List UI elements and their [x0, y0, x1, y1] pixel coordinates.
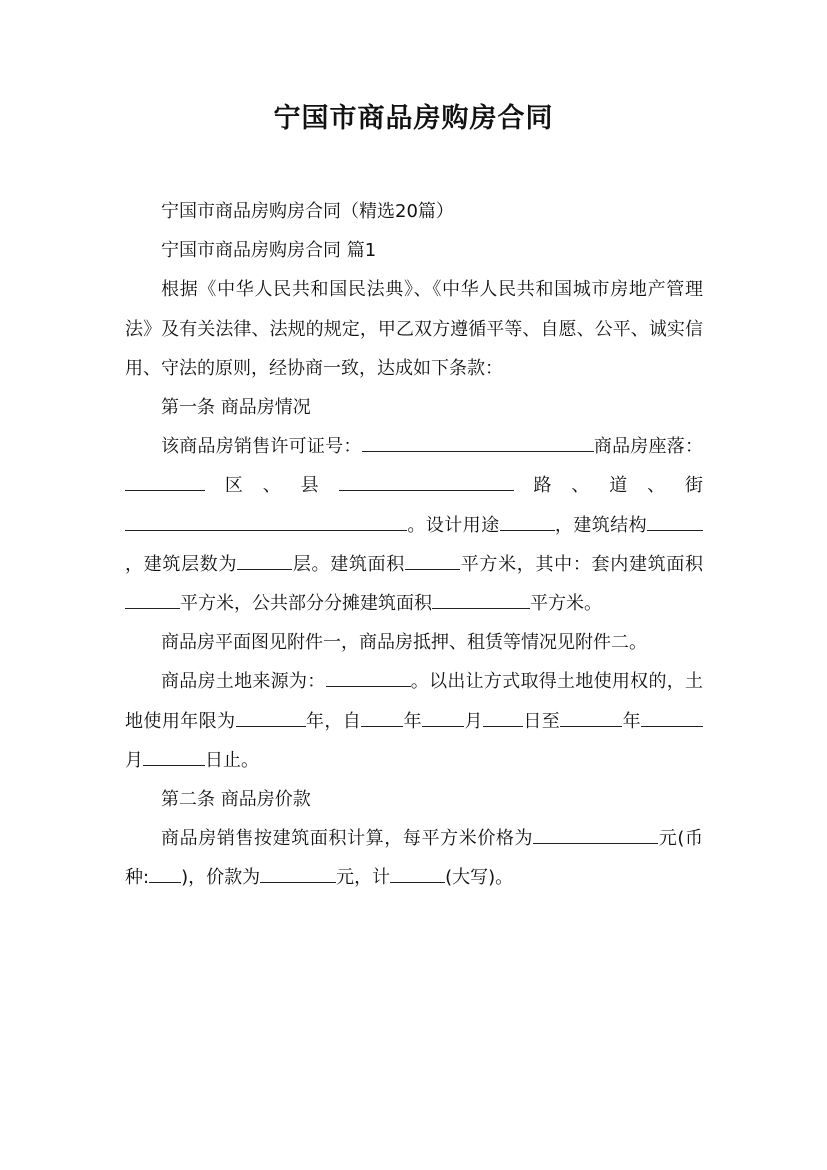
text-run: 年，自	[305, 710, 362, 732]
blank-field	[641, 707, 703, 727]
blank-field	[339, 472, 514, 492]
blank-field	[560, 707, 622, 727]
blank-field	[326, 668, 411, 688]
blank-field	[390, 864, 445, 884]
blank-field	[143, 746, 205, 766]
text-run: 该商品房销售许可证号：	[161, 436, 362, 458]
document-subtitle: 宁国市商品房购房合同（精选20篇）	[161, 201, 454, 222]
text-run: 路、道、街	[513, 475, 704, 497]
blank-field	[533, 824, 658, 844]
text-run: 年	[403, 710, 423, 732]
text-run: 日至	[522, 710, 561, 732]
text-run: (大写)。	[445, 867, 514, 889]
text-run: 年	[622, 710, 642, 732]
article-1-paragraph-3	[125, 662, 703, 780]
text-run: 平方米，公共部分分摊建筑面积	[180, 593, 432, 615]
text-run: 商品房土地来源为：	[161, 671, 326, 693]
blank-field	[260, 864, 336, 884]
text-run: )，价款为	[181, 867, 261, 889]
text-run: 月	[125, 749, 143, 771]
article-1-paragraph-1	[125, 427, 703, 623]
article-2-heading: 第二条 商品房价款	[161, 789, 311, 811]
text-run: 元(币种:	[125, 828, 704, 889]
blank-field	[237, 550, 292, 570]
blank-field	[422, 707, 464, 727]
text-run: 月	[464, 710, 483, 732]
blank-field	[236, 707, 306, 727]
article-2-paragraph-1	[125, 819, 703, 897]
blank-field	[405, 550, 460, 570]
blank-field	[361, 707, 403, 727]
article-1-paragraph-2: 商品房平面图见附件一，商品房抵押、租赁等情况见附件二。	[161, 632, 647, 654]
text-run: 平方米。	[530, 593, 602, 615]
text-run: 元，计	[336, 867, 391, 889]
blank-field	[647, 511, 703, 531]
blank-field	[362, 432, 594, 452]
text-run: 。设计用途	[407, 514, 500, 536]
blank-field	[500, 511, 555, 531]
blank-field	[432, 589, 530, 609]
blank-field	[149, 864, 181, 884]
article-1-heading: 第一条 商品房情况	[161, 397, 311, 419]
chapter-heading: 宁国市商品房购房合同 篇1	[161, 240, 377, 262]
text-run: ，建筑结构	[554, 514, 647, 536]
text-run: 层。建筑面积	[292, 553, 406, 575]
blank-field	[483, 707, 523, 727]
text-run: 商品房销售按建筑面积计算，每平方米价格为	[161, 828, 534, 850]
document-title: 宁国市商品房购房合同	[273, 103, 554, 134]
blank-field	[125, 472, 205, 492]
text-run: 日止。	[205, 749, 259, 771]
text-run: 。以出让方式取得土地使用权的，土地使用年限为	[125, 671, 704, 732]
text-run: ，建筑层数为	[125, 553, 238, 575]
blank-field	[125, 511, 407, 531]
text-run: 平方米，其中：套内建筑面积	[460, 553, 704, 575]
blank-field	[125, 589, 180, 609]
document-body	[125, 192, 703, 898]
intro-paragraph: 根据《中华人民共和国民法典》、《中华人民共和国城市房地产管理法》及有关法律、法规的规定，甲乙双方遵循平等、自愿、公平、诚实信用、守法的原则，经协商一致，达成如下条款：	[125, 279, 703, 379]
text-run: 商品房座落：	[593, 436, 704, 458]
text-run: 区、县	[205, 475, 339, 497]
